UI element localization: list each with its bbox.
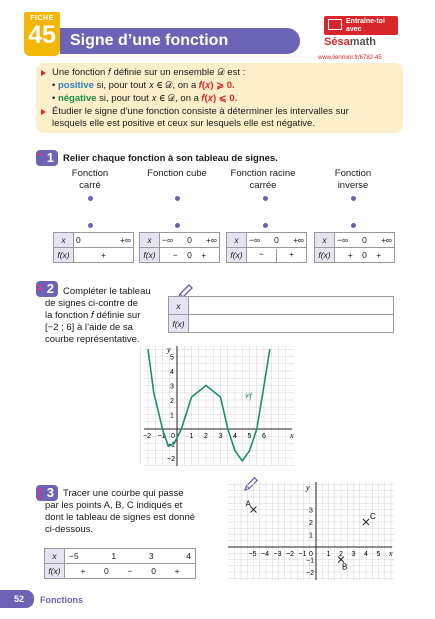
bullet-icon bbox=[41, 109, 46, 115]
definition-study-2: lesquels elle est positive et ceux sur lesquels elle est négative. bbox=[52, 118, 315, 129]
sign-value: − bbox=[127, 566, 133, 576]
function-label-cube bbox=[142, 168, 212, 180]
table-header-fx: f(x) bbox=[45, 564, 65, 579]
definition-negative: • négative si, pour tout 𝑥 ∈ 𝒟, on a 𝑓(𝑥) ⩽ 0. bbox=[52, 93, 238, 104]
sign-value: 0 bbox=[151, 566, 156, 576]
x-tick-label: −2 bbox=[143, 433, 151, 440]
link-dot-table[interactable] bbox=[263, 223, 268, 228]
x-tick-label: 6 bbox=[262, 433, 266, 440]
text-line: Tracer une courbe qui passe bbox=[63, 488, 184, 499]
table-header-x: x bbox=[45, 549, 65, 564]
exercise-2-graph bbox=[144, 342, 296, 469]
table-x-row bbox=[247, 233, 307, 248]
table-x-row bbox=[160, 233, 220, 248]
x-value: 0 bbox=[76, 235, 81, 245]
sign-value: + bbox=[80, 566, 86, 576]
link-dot-function[interactable] bbox=[351, 196, 356, 201]
sign-value: − bbox=[259, 248, 264, 259]
x-tick-label: −3 bbox=[273, 551, 282, 558]
link-dot-table[interactable] bbox=[351, 223, 356, 228]
y-tick-label: −1 bbox=[306, 557, 314, 565]
x-tick-label: 0 bbox=[309, 551, 313, 558]
x-axis-label: x bbox=[389, 549, 393, 558]
screen-icon bbox=[328, 19, 342, 30]
function-label-line: Fonction bbox=[71, 168, 109, 179]
y-tick-label: 2 bbox=[170, 398, 174, 405]
sign-table-3 bbox=[226, 232, 307, 263]
y-tick-label: 1 bbox=[309, 532, 313, 540]
definition-intro: Une fonction 𝑓 définie sur un ensemble 𝒟 est : bbox=[52, 67, 246, 78]
y-tick-label: −2 bbox=[306, 570, 314, 577]
y-tick-label: 3 bbox=[309, 507, 313, 515]
difficulty-icon bbox=[38, 284, 42, 292]
table-x-row bbox=[74, 233, 134, 248]
x-value: 0 bbox=[362, 235, 367, 245]
table-header-fx: f(x) bbox=[54, 248, 74, 263]
y-axis-label: y bbox=[306, 483, 310, 492]
x-value: +∞ bbox=[380, 235, 392, 245]
y-tick-label: −1 bbox=[167, 441, 175, 449]
sesamath-logo-a: Sésa bbox=[324, 36, 350, 48]
x-tick-label: 3 bbox=[218, 433, 223, 440]
x-value: +∞ bbox=[119, 235, 131, 245]
exercise-2-number: 2 bbox=[46, 281, 54, 296]
table-header-fx: f(x) bbox=[227, 248, 247, 263]
x-tick-label: 5 bbox=[376, 551, 381, 558]
positive-word: positive bbox=[57, 80, 94, 91]
exercise-3-graph bbox=[228, 480, 396, 582]
function-label-inverse bbox=[318, 168, 388, 192]
negative-condition: 𝑓(𝑥) ⩽ 0. bbox=[201, 93, 238, 104]
sign-value: + bbox=[174, 566, 180, 576]
x-value: +∞ bbox=[292, 235, 304, 245]
x-value: 4 bbox=[186, 551, 191, 561]
negative-word: négative bbox=[57, 93, 97, 104]
x-value: +∞ bbox=[205, 235, 217, 245]
x-tick-label: −4 bbox=[261, 551, 269, 558]
x-value: 1 bbox=[111, 551, 117, 561]
table-sign-row bbox=[335, 248, 395, 263]
x-value: −5 bbox=[69, 551, 79, 561]
x-tick-label: 5 bbox=[247, 433, 252, 440]
link-dot-function[interactable] bbox=[175, 196, 180, 201]
table-x-row bbox=[335, 233, 395, 248]
text-line: Compléter le tableau bbox=[63, 286, 151, 297]
sesamath-banner bbox=[324, 16, 398, 35]
table-sign-row bbox=[160, 248, 220, 263]
exercise-2-text bbox=[45, 286, 151, 346]
y-tick-label: 4 bbox=[170, 369, 174, 376]
table-header-x: x bbox=[227, 233, 247, 248]
table-header-fx: f(x) bbox=[315, 248, 335, 263]
sign-table-4 bbox=[314, 232, 395, 263]
function-label-line: Fonction cube bbox=[147, 168, 207, 179]
sign-table-exercise-3 bbox=[44, 548, 196, 579]
x-value: −∞ bbox=[337, 235, 349, 245]
function-label-line: inverse bbox=[337, 180, 369, 191]
sesamath-line1: Entraîne-toi bbox=[346, 18, 385, 25]
table-x-cell-empty[interactable] bbox=[189, 297, 394, 315]
text-line: ci-dessous. bbox=[45, 524, 94, 535]
exercise-1-badge bbox=[36, 150, 58, 166]
function-label-line: carré bbox=[79, 180, 101, 191]
curve-label: 𝒞f bbox=[243, 391, 252, 401]
table-sign-row bbox=[74, 248, 134, 263]
y-axis-label: y bbox=[167, 345, 171, 354]
text-line: courbe représentative. bbox=[45, 334, 140, 345]
bullet-icon bbox=[41, 70, 46, 76]
difficulty-icon bbox=[38, 153, 42, 157]
sign-value: + bbox=[376, 250, 382, 260]
sesamath-logo-b: math bbox=[349, 36, 376, 48]
exercise-1-number: 1 bbox=[46, 150, 54, 165]
sesamath-url[interactable]: www.lienmini.fr/6782-45 bbox=[318, 55, 382, 61]
table-header-x: x bbox=[169, 297, 189, 315]
page-title: Signe d’une fonction bbox=[70, 32, 229, 49]
sign-value: + bbox=[201, 250, 207, 260]
table-sign-row bbox=[65, 564, 196, 579]
text-line: [−2 ; 6] à l’aide de sa bbox=[45, 322, 133, 333]
sesamath-link[interactable] bbox=[324, 16, 398, 56]
negative-rest: si, pour tout 𝑥 ∈ 𝒟, on a bbox=[96, 93, 202, 104]
sign-table-exercise-2 bbox=[168, 296, 394, 333]
x-tick-label: 0 bbox=[171, 433, 175, 440]
y-tick-label: 3 bbox=[170, 383, 174, 391]
function-label-line: Fonction bbox=[334, 168, 372, 179]
positive-rest: si, pour tout 𝑥 ∈ 𝒟, on a bbox=[93, 80, 199, 91]
x-tick-label: −1 bbox=[157, 433, 166, 440]
table-header-x: x bbox=[315, 233, 335, 248]
table-header-x: x bbox=[140, 233, 160, 248]
sesamath-line2: avec bbox=[346, 26, 362, 33]
link-dot-table[interactable] bbox=[175, 223, 180, 228]
exercise-3-text bbox=[45, 488, 195, 536]
positive-condition: 𝑓(𝑥) ⩾ 0. bbox=[198, 80, 235, 91]
sign-value: 0 bbox=[104, 566, 109, 576]
link-dot-function[interactable] bbox=[263, 196, 268, 201]
y-tick-label: 5 bbox=[170, 354, 174, 362]
x-value: 0 bbox=[187, 235, 192, 245]
x-tick-label: 4 bbox=[233, 433, 237, 440]
table-header-x: x bbox=[54, 233, 74, 248]
x-tick-label: −1 bbox=[298, 551, 307, 558]
text-line: dont le tableau de signes est donné bbox=[45, 512, 196, 523]
x-tick-label: 2 bbox=[204, 433, 208, 440]
sign-table-1 bbox=[53, 232, 134, 263]
x-tick-label: 3 bbox=[351, 551, 356, 558]
x-value: 3 bbox=[148, 551, 154, 561]
fiche-badge bbox=[24, 12, 60, 56]
x-value: −∞ bbox=[162, 235, 174, 245]
sign-value: + bbox=[101, 250, 106, 260]
function-label-racine bbox=[228, 168, 298, 192]
sesamath-logo bbox=[324, 36, 398, 48]
chapter-name: Fonctions bbox=[40, 595, 83, 605]
exercise-3-number: 3 bbox=[46, 485, 54, 500]
definition-positive: • positive si, pour tout 𝑥 ∈ 𝒟, on a 𝑓(𝑥) ⩾ 0. bbox=[52, 80, 235, 91]
function-label-carre bbox=[55, 168, 125, 192]
sign-value: 0 bbox=[187, 250, 192, 260]
sign-value: 0 bbox=[362, 250, 367, 260]
table-header-fx: f(x) bbox=[140, 248, 160, 263]
fiche-label: FICHE bbox=[30, 15, 54, 22]
sign-value: + bbox=[289, 248, 294, 259]
x-tick-label: −5 bbox=[248, 551, 257, 558]
difficulty-icon bbox=[38, 488, 42, 500]
table-header-fx: f(x) bbox=[169, 315, 189, 333]
point-label-b: B bbox=[342, 562, 348, 572]
sign-table-2 bbox=[139, 232, 220, 263]
function-label-line: carrée bbox=[249, 180, 277, 191]
page-number: 52 bbox=[0, 590, 34, 608]
x-value: 0 bbox=[274, 235, 279, 245]
sign-value: + bbox=[347, 250, 353, 260]
y-tick-label: 1 bbox=[170, 412, 174, 420]
text-line: la fonction 𝑓 définie sur bbox=[45, 310, 141, 321]
x-tick-label: 2 bbox=[339, 551, 343, 558]
function-label-line: Fonction racine bbox=[230, 168, 296, 179]
table-sign-row bbox=[247, 248, 307, 263]
point-label-a: A bbox=[245, 499, 251, 509]
text-line: par les points A, B, C indiqués et bbox=[45, 500, 183, 511]
x-axis-label: x bbox=[290, 431, 294, 440]
x-tick-label: −2 bbox=[286, 551, 294, 558]
y-tick-label: −2 bbox=[167, 456, 175, 463]
definition-study-1: Étudier le signe d’une fonction consiste à déterminer les intervalles sur bbox=[52, 106, 349, 117]
text-line: de signes ci-contre de bbox=[45, 298, 138, 309]
x-tick-label: 1 bbox=[326, 551, 331, 558]
x-tick-label: 4 bbox=[364, 551, 368, 558]
y-tick-label: 2 bbox=[309, 520, 313, 527]
sign-value: − bbox=[172, 250, 178, 260]
link-dot-table[interactable] bbox=[88, 223, 93, 228]
table-sign-cell-empty[interactable] bbox=[189, 315, 394, 333]
link-dot-function[interactable] bbox=[88, 196, 93, 201]
exercise-1-prompt: Relier chaque fonction à son tableau de signes. bbox=[63, 153, 278, 164]
x-tick-label: 1 bbox=[189, 433, 194, 440]
fiche-number: 45 bbox=[28, 21, 56, 49]
x-value: −∞ bbox=[249, 235, 261, 245]
point-label-c: C bbox=[370, 512, 376, 521]
table-x-row bbox=[65, 549, 196, 564]
